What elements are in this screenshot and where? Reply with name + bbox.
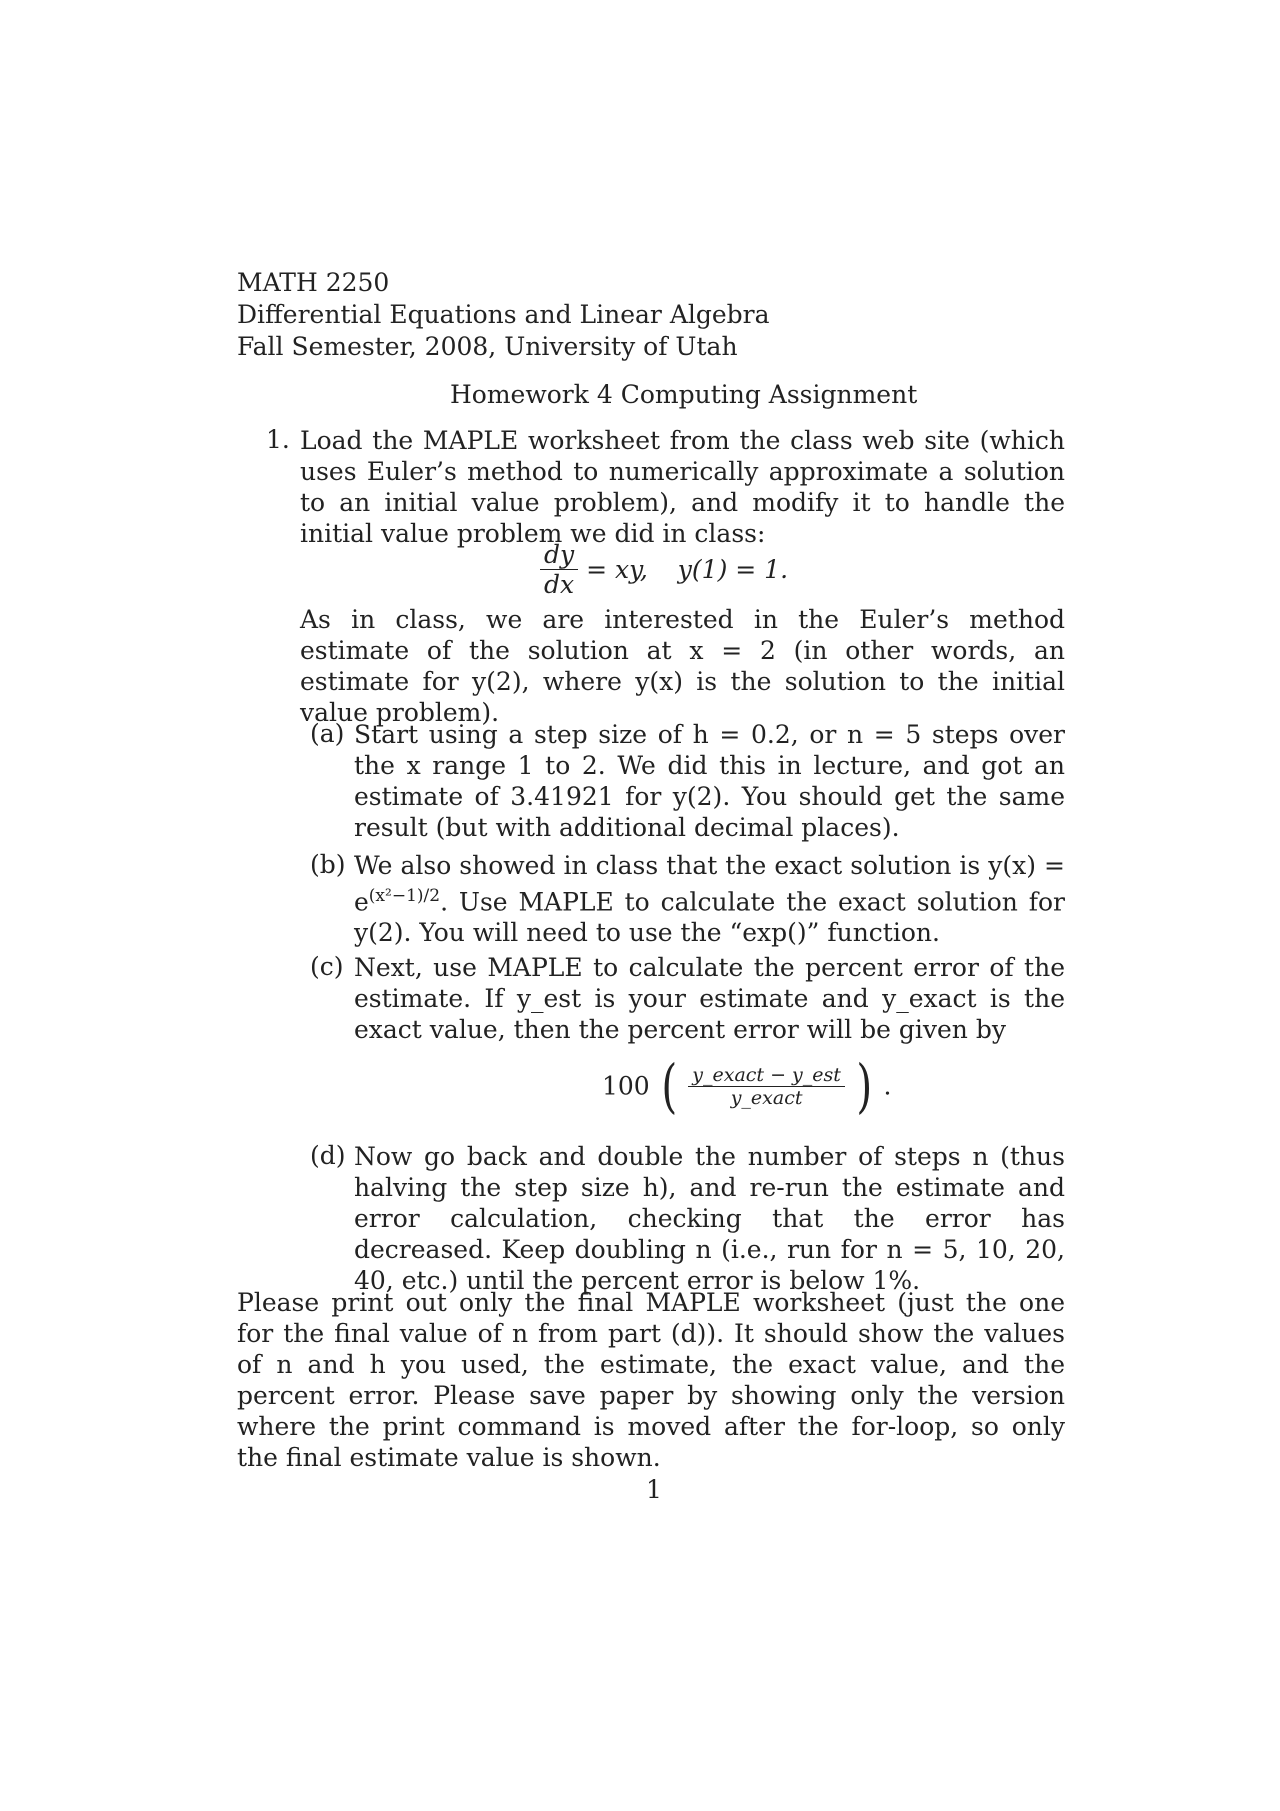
error-denominator: y_exact bbox=[688, 1086, 845, 1109]
differential-equation bbox=[540, 540, 788, 610]
semester-line: Fall Semester, 2008, University of Utah bbox=[237, 332, 738, 361]
left-paren: ( bbox=[661, 1052, 677, 1120]
part-c-text: Next, use MAPLE to calculate the percent error of the estimate. If y_est is your estimate and y_exact is the exact value, then the percent error will be given by bbox=[354, 953, 1065, 1044]
exponent: (x²−1)/2 bbox=[368, 886, 441, 906]
derivative-denominator: dx bbox=[544, 570, 575, 599]
error-numerator: y_exact − y_est bbox=[692, 1063, 841, 1086]
part-c-label: (c) bbox=[310, 952, 344, 981]
percent-error-formula bbox=[602, 1052, 892, 1120]
initial-condition: y(1) = 1. bbox=[677, 555, 789, 584]
problem-context: As in class, we are interested in the Euler’s method estimate of the solution at x = 2 (in other words, an estimate for y(2), where y(x) is the solution to the initial value problem). bbox=[300, 605, 1065, 727]
part-b-text-pre: We also showed in class that the exact solution is y(x) = e bbox=[354, 851, 1065, 917]
formula-trailing: . bbox=[883, 1071, 892, 1101]
problem-number: 1. bbox=[266, 425, 290, 454]
derivative-fraction bbox=[540, 540, 578, 599]
course-number: MATH 2250 bbox=[237, 268, 390, 297]
formula-coefficient: 100 bbox=[602, 1071, 650, 1101]
part-b-label: (b) bbox=[310, 850, 346, 879]
part-a-text: Start using a step size of h = 0.2, or n = 5 steps over the x range 1 to 2. We did this in lecture, and got an estimate of 3.41921 for y(2). You should get the same result (but with additional decimal places). bbox=[354, 720, 1065, 842]
assignment-title: Homework 4 Computing Assignment bbox=[450, 380, 918, 409]
error-fraction bbox=[688, 1064, 845, 1109]
derivative-numerator: dy bbox=[544, 540, 575, 569]
equation-rhs: = xy, bbox=[586, 555, 648, 584]
course-title: Differential Equations and Linear Algebra bbox=[237, 300, 770, 329]
part-b-text-post: . Use MAPLE to calculate the exact solution for y(2). You will need to use the “exp()” function. bbox=[354, 887, 1065, 948]
part-b-text bbox=[354, 850, 1065, 948]
final-instructions: Please print out only the final MAPLE worksheet (just the one for the final value of n from part (d)). It should show the values of n and h you used, the estimate, the exact value, and the percent error. Please save paper by showing only the version where the print command is moved after the for-loop, so only the final estimate value is shown. bbox=[237, 1288, 1065, 1472]
right-paren: ) bbox=[856, 1052, 873, 1120]
part-d-label: (d) bbox=[310, 1141, 346, 1170]
problem-intro: Load the MAPLE worksheet from the class web site (which uses Euler’s method to numerically approximate a solution to an initial value problem), and modify it to handle the initial value problem we did in class: bbox=[300, 426, 1065, 548]
page-number: 1 bbox=[646, 1475, 662, 1504]
part-d-text: Now go back and double the number of steps n (thus halving the step size h), and re-run the estimate and error calculation, checking that the error has decreased. Keep doubling n (i.e., run for n = 5, 10, 20, 40, etc.) until the percent error is below 1%. bbox=[354, 1142, 1065, 1295]
part-a-label: (a) bbox=[310, 719, 345, 748]
